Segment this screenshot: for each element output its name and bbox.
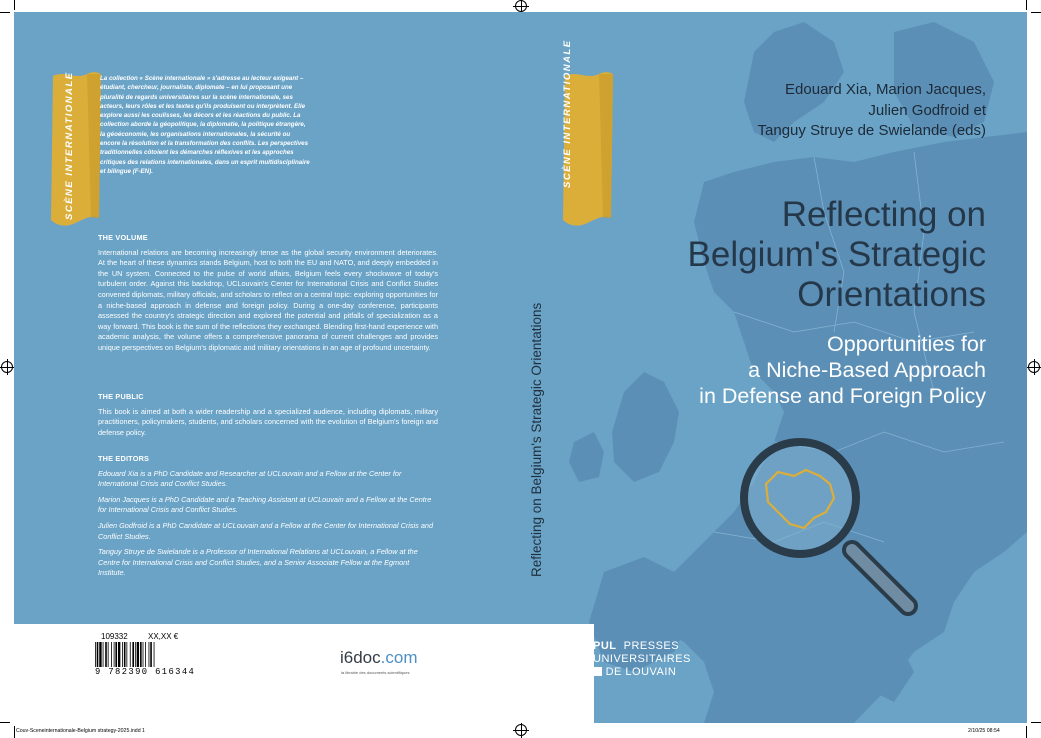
crop-mark bbox=[1031, 722, 1041, 723]
banner-back bbox=[47, 68, 103, 230]
editor-bio: Tanguy Struye de Swielande is a Professor of International Relations at UCLouvain, a Fellow at the Centre for International Crisis and Conflict Studies, and a Senior Associate Fellow at the Egmont Institute. bbox=[98, 547, 418, 578]
title-line: Belgium's Strategic bbox=[687, 235, 986, 274]
section-editors bbox=[98, 454, 438, 579]
footer-filename: Couv-Sceneinternationale-Belgium strategy-2025.indd 1 bbox=[16, 728, 145, 734]
banner-front-label: SCÈNE INTERNATIONALE bbox=[562, 39, 573, 188]
pul-logo bbox=[593, 640, 691, 679]
volume-text: International relations are becoming increasingly tense as the global security environment deteriorates. At the heart of these dynamics stands Belgium, host to both the EU and NATO, and deeply embedded in the UN system. Connected to the pulse of world affairs, Belgium feels every shockwave of today's turbulent order. Against this backdrop, UCLouvain's Center for International Crisis and Conflict Studies convened diplomats, military officials, and scholars to reflect on a central topic: exploring opportunities for a niche-based approach in defense and foreign policy. During a one-day conference, participants assessed the country's strategic direction and explored the potential and pitfalls of specialization as a way forward. This book is the sum of the reflections they exchanged. Blending first-hand experience with academic analysis, the volume offers a comprehensive panorama of current challenges and provides unique perspectives on Belgium's diplomatic and military orientations in an age of profound uncertainty. bbox=[98, 247, 438, 352]
crop-mark bbox=[14, 726, 15, 738]
i6doc-logo-com: .com bbox=[380, 648, 418, 667]
pul-square-icon bbox=[593, 667, 602, 676]
registration-mark bbox=[1028, 361, 1040, 373]
collection-blurb: La collection « Scène internationale » s'adresse au lecteur exigeant – étudiant, chercheur, journaliste, diplomate – en lui proposant une pluralité de regards universitaires sur la scène internationale, ses acteurs, leurs rôles et les textes qu'ils produisent ou interprètent. Elle explore aussi les coulisses, les décors et les réactions du public. La collection aborde la géopolitique, la diplomatie, la politique étrangère, la géoéconomie, les organisations internationales, la sécurité ou encore la résolution et la transformation des conflits. Les perspectives traditionnelles côtoient les démarches réflexives et les approches critiques des relations internationales, dans un esprit multidisciplinaire et bilingue (F-EN). bbox=[100, 75, 310, 175]
crop-mark bbox=[0, 722, 10, 723]
pul-line3: DE LOUVAIN bbox=[605, 666, 677, 678]
public-heading: THE PUBLIC bbox=[98, 392, 144, 401]
book-cover bbox=[14, 12, 1027, 723]
book-subtitle bbox=[699, 331, 986, 409]
author-line: Edouard Xia, Marion Jacques, bbox=[785, 81, 986, 98]
book-title bbox=[688, 195, 986, 315]
pul-line1: PRESSES bbox=[623, 640, 680, 652]
registration-mark bbox=[1, 361, 13, 373]
editors-heading: THE EDITORS bbox=[98, 454, 150, 463]
pul-line2: UNIVERSITAIRES bbox=[593, 653, 691, 665]
i6doc-logo bbox=[340, 648, 417, 668]
i6doc-logo-main: i6doc bbox=[340, 648, 381, 667]
section-public bbox=[98, 392, 438, 438]
subtitle-line: Opportunities for bbox=[827, 332, 986, 356]
price: XX,XX € bbox=[148, 632, 179, 641]
crop-mark bbox=[0, 12, 10, 13]
public-text: This book is aimed at both a wider readership and a specialized audience, including diplomats, military practitioners, policymakers, students, and scholars concerned with the evolution of Belgium's foreign and defense policy. bbox=[98, 406, 438, 437]
authors bbox=[758, 80, 986, 142]
subtitle-line: a Niche-Based Approach bbox=[748, 358, 986, 382]
crop-mark bbox=[1031, 12, 1041, 13]
spine-title: Reflecting on Belgium's Strategic Orientations bbox=[529, 302, 544, 577]
magnifier-icon bbox=[734, 432, 924, 622]
editor-bio: Julien Godfroid is a PhD Candidate at UCLouvain and a Fellow at the Center for International Crisis and Conflict Studies. bbox=[98, 520, 434, 541]
author-line: Tanguy Struye de Swielande (eds) bbox=[757, 122, 986, 139]
i6doc-tagline: la librairie des documents scientifiques bbox=[341, 670, 410, 675]
title-line: Orientations bbox=[797, 275, 986, 314]
footer-timestamp: 2/10/25 08:54 bbox=[968, 728, 1000, 734]
crop-mark bbox=[14, 0, 15, 10]
registration-mark bbox=[515, 724, 527, 736]
editor-bio: Edouard Xia is a PhD Candidate and Researcher at UCLouvain and a Fellow at the Center for International Crisis and Conflict Studies. bbox=[98, 468, 402, 489]
section-volume bbox=[98, 233, 438, 354]
registration-mark bbox=[515, 0, 527, 12]
editor-bio: Marion Jacques is a PhD Candidate and a Teaching Assistant at UCLouvain and a Fellow at the Centre for International Crisis and Conflict Studies. bbox=[98, 494, 432, 515]
crop-mark bbox=[1026, 726, 1027, 738]
title-line: Reflecting on bbox=[781, 195, 986, 234]
volume-heading: THE VOLUME bbox=[98, 233, 148, 242]
product-code: 109332 bbox=[101, 632, 128, 641]
isbn-number: 9 782390 616344 bbox=[95, 667, 196, 677]
author-line: Julien Godfroid et bbox=[868, 101, 986, 119]
banner-back-label: SCÈNE INTERNATIONALE bbox=[64, 71, 75, 220]
subtitle-line: in Defense and Foreign Policy bbox=[699, 384, 986, 408]
crop-mark bbox=[1026, 0, 1027, 10]
pul-abbr: PUL bbox=[593, 640, 617, 652]
